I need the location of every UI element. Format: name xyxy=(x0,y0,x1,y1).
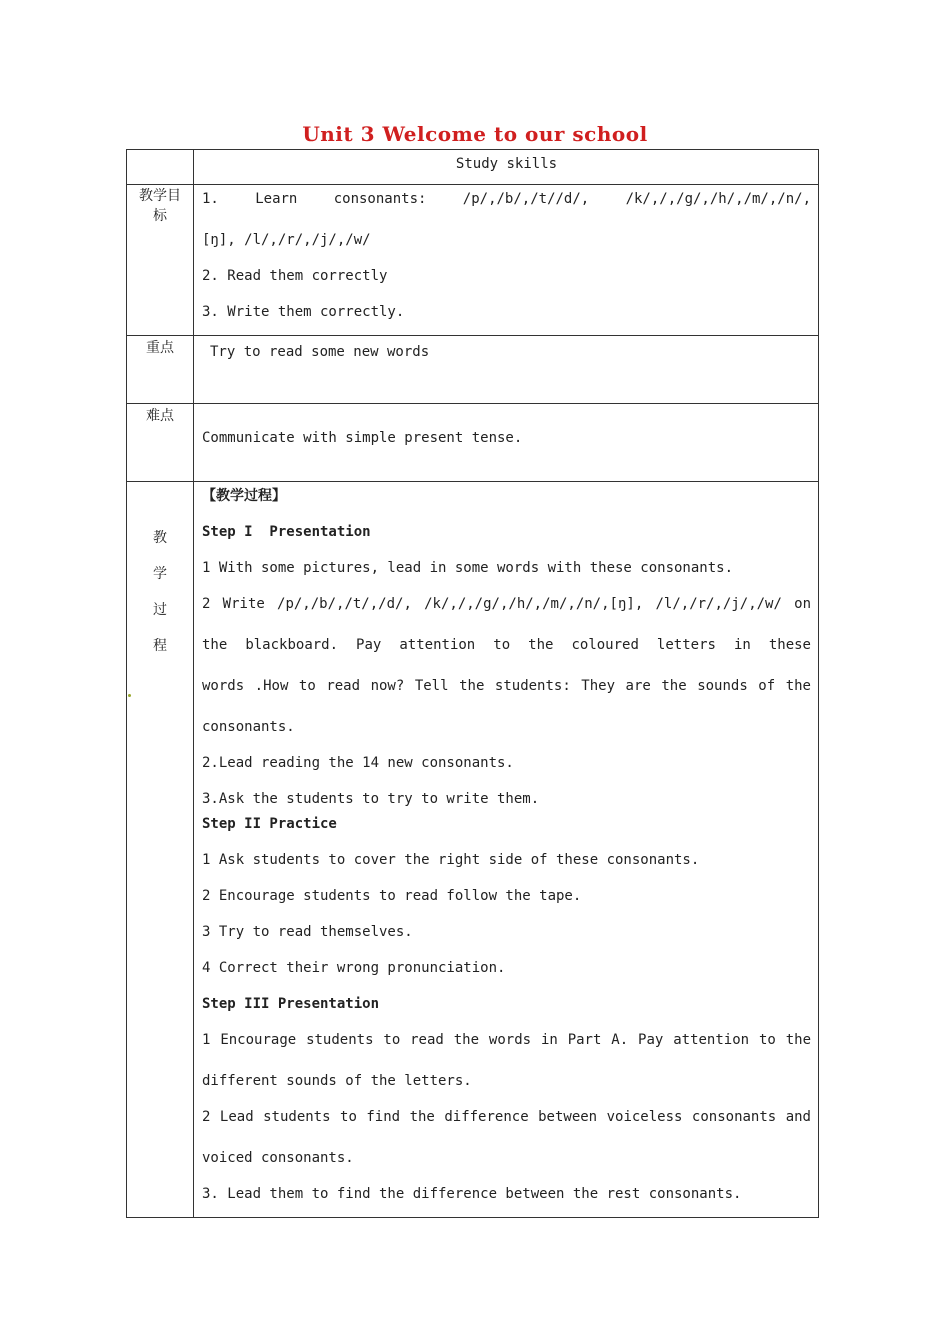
process-label-char: 教 xyxy=(153,530,167,546)
process-label-char: 过 xyxy=(153,602,167,618)
process-heading: 【教学过程】 xyxy=(202,488,286,504)
subtitle-cell xyxy=(194,150,819,185)
lesson-plan-table xyxy=(126,149,819,1218)
step-line: different sounds of the letters. xyxy=(202,1073,472,1089)
step-line: 3 Try to read themselves. xyxy=(202,924,413,940)
step-title: Step III Presentation xyxy=(202,996,380,1012)
difficulties-label: 难点 xyxy=(127,404,194,482)
objectives-label-text: 教学目标 xyxy=(139,188,181,224)
difficulties-row xyxy=(127,404,819,482)
objective-item: 3. Write them correctly. xyxy=(202,304,405,320)
step-line: 2 Lead students to find the difference between voiceless consonants and xyxy=(202,1109,811,1125)
difficulties-text: Communicate with simple present tense. xyxy=(202,429,523,446)
step-line: voiced consonants. xyxy=(202,1150,354,1166)
step-line: 1 Ask students to cover the right side of these consonants. xyxy=(202,852,700,868)
subtitle-row xyxy=(127,150,819,185)
process-row xyxy=(127,482,819,1218)
key-points-text: Try to read some new words xyxy=(210,344,430,360)
step-line: 2.Lead reading the 14 new consonants. xyxy=(202,755,514,771)
step-line: 1 With some pictures, lead in some words with these consonants. xyxy=(202,560,734,576)
key-points-row xyxy=(127,336,819,404)
objective-item: 2. Read them correctly xyxy=(202,268,388,284)
difficulties-cell xyxy=(194,404,819,482)
process-cell xyxy=(194,482,819,1218)
step-line: the blackboard. Pay attention to the coloured letters in these xyxy=(202,637,811,653)
key-points-cell xyxy=(194,336,819,404)
step-line: 3.Ask the students to try to write them. xyxy=(202,791,540,807)
objectives-cell xyxy=(194,185,819,336)
objective-item: [ŋ], /l/,/r/,/j/,/w/ xyxy=(202,232,371,248)
step-line: 4 Correct their wrong pronunciation. xyxy=(202,960,506,976)
step-title: Step II Practice xyxy=(202,816,337,832)
step-line: consonants. xyxy=(202,719,295,735)
empty-label-cell xyxy=(127,150,194,185)
step-line: 3. Lead them to find the difference between the rest consonants. xyxy=(202,1186,742,1202)
page-title: Unit 3 Welcome to our school xyxy=(302,122,648,146)
step-line: 2 Encourage students to read follow the tape. xyxy=(202,888,582,904)
process-label-char: 程 xyxy=(153,638,167,654)
step-line: 2 Write /p/,/b/,/t/,/d/, /k/,/,/g/,/h/,/m/,/n/,[ŋ], /l/,/r/,/j/,/w/ on xyxy=(202,596,811,612)
process-label-char: 学 xyxy=(153,566,167,582)
step-line: 1 Encourage students to read the words in Part A. Pay attention to the xyxy=(202,1032,811,1048)
step-title: Step I Presentation xyxy=(202,524,371,540)
step-line: words .How to read now? Tell the students: They are the sounds of the xyxy=(202,678,811,694)
key-points-label: 重点 xyxy=(127,336,194,404)
objectives-row xyxy=(127,185,819,336)
objectives-label xyxy=(127,185,194,336)
process-label xyxy=(127,482,194,1218)
objective-item: 1. Learn consonants: /p/,/b/,/t//d/, /k/,/,/g/,/h/,/m/,/n/, xyxy=(202,191,811,207)
decorative-dot xyxy=(128,694,192,697)
lesson-subtitle: Study skills xyxy=(455,156,558,172)
